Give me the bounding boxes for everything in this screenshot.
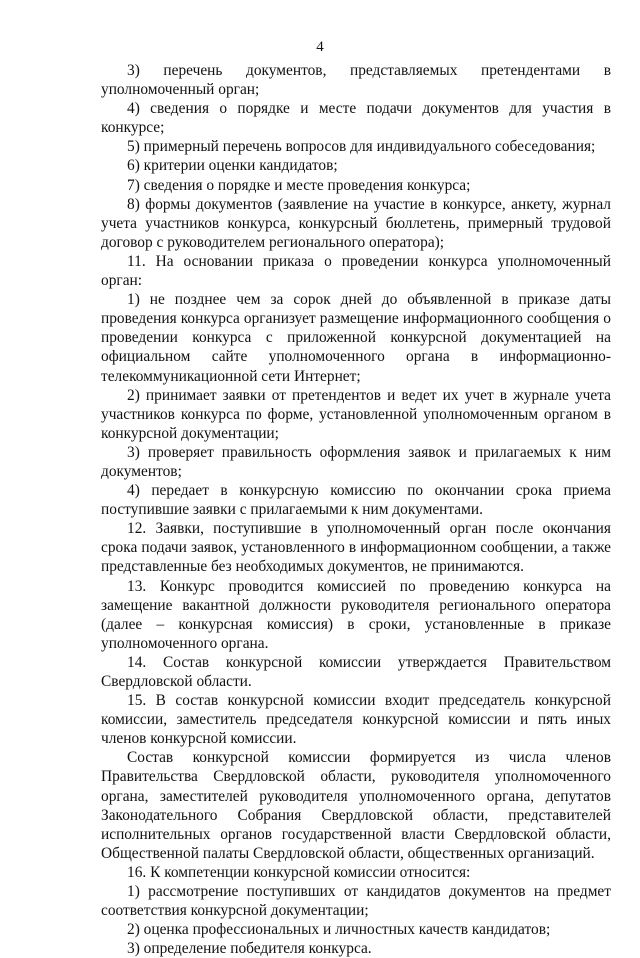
paragraph-commission-composition: Состав конкурсной комиссии формируется из числа членов Правительства Свердловской области, руководителя уполномоченного органа, заместителей руководителя уполномоченного органа, депутатов Законодательного Собрания Свердловской области, представителей исполнительных органов государственной власти Свердловской области, Общественной палаты Свердловской области, общественных организаций. <box>101 749 611 862</box>
paragraph-list-item-6: 6) критерии оценки кандидатов; <box>127 157 338 175</box>
paragraph-list-item-8: 8) формы документов (заявление на участие в конкурсе, анкету, журнал учета участников конкурса, конкурсный бюллетень, примерный трудовой договор с руководителем регионального оператора); <box>101 195 611 251</box>
paragraph-list-item-3: 3) перечень документов, представляемых претендентами в уполномоченный орган; <box>101 62 611 99</box>
paragraph-clause-11: 11. На основании приказа о проведении конкурса уполномоченный орган: <box>101 252 611 290</box>
paragraph-list-item-7: 7) сведения о порядке и месте проведения конкурса; <box>127 176 471 194</box>
paragraph-clause-12: 12. Заявки, поступившие в уполномоченный орган после окончания срока подачи заявок, установленного в информационном сообщении, а также представленные без необходимых документов, не принимаются. <box>101 520 611 576</box>
paragraph-clause-16-item-1: 1) рассмотрение поступивших от кандидатов документов на предмет соответствия конкурсной документации; <box>101 883 611 920</box>
paragraph-clause-13: 13. Конкурс проводится комиссией по проведению конкурса на замещение вакантной должности руководителя регионального оператора (далее – конкурсная комиссия) в сроки, установленные в приказе уполномоченного органа. <box>101 577 611 652</box>
paragraph-clause-16-item-2: 2) оценка профессиональных и личностных качеств кандидатов; <box>127 921 551 939</box>
paragraph-clause-14: 14. Состав конкурсной комиссии утверждается Правительством Свердловской области. <box>101 653 611 690</box>
paragraph-clause-16: 16. К компетенции конкурсной комиссии относится: <box>127 863 471 881</box>
paragraph-list-item-5: 5) примерный перечень вопросов для индивидуального собеседования; <box>127 138 596 156</box>
page-number: 4 <box>316 39 324 55</box>
paragraph-clause-11-item-1: 1) не позднее чем за сорок дней до объявленной в приказе даты проведения конкурса организует размещение информационного сообщения о проведении конкурса с приложенной конкурсной документацией на официальном сайте уполномоченного органа в информационно-телекоммуникационной сети Интернет; <box>101 291 611 385</box>
paragraph-clause-11-item-4: 4) передает в конкурсную комиссию по окончании срока приема поступившие заявки с прилагаемыми к ним документами. <box>101 482 611 519</box>
paragraph-clause-15: 15. В состав конкурсной комиссии входит председатель конкурсной комиссии, заместитель председателя конкурсной комиссии и пять иных членов конкурсной комиссии. <box>101 692 611 748</box>
paragraph-clause-11-item-2: 2) принимает заявки от претендентов и ведет их учет в журнале учета участников конкурса по форме, установленной уполномоченным органом в конкурсной документации; <box>101 386 611 442</box>
paragraph-list-item-4: 4) сведения о порядке и месте подачи документов для участия в конкурсе; <box>101 100 611 137</box>
paragraph-clause-16-item-3: 3) определение победителя конкурса. <box>127 940 372 958</box>
paragraph-clause-11-item-3: 3) проверяет правильность оформления заявок и прилагаемых к ним документов; <box>101 443 611 480</box>
document-body <box>101 61 611 958</box>
